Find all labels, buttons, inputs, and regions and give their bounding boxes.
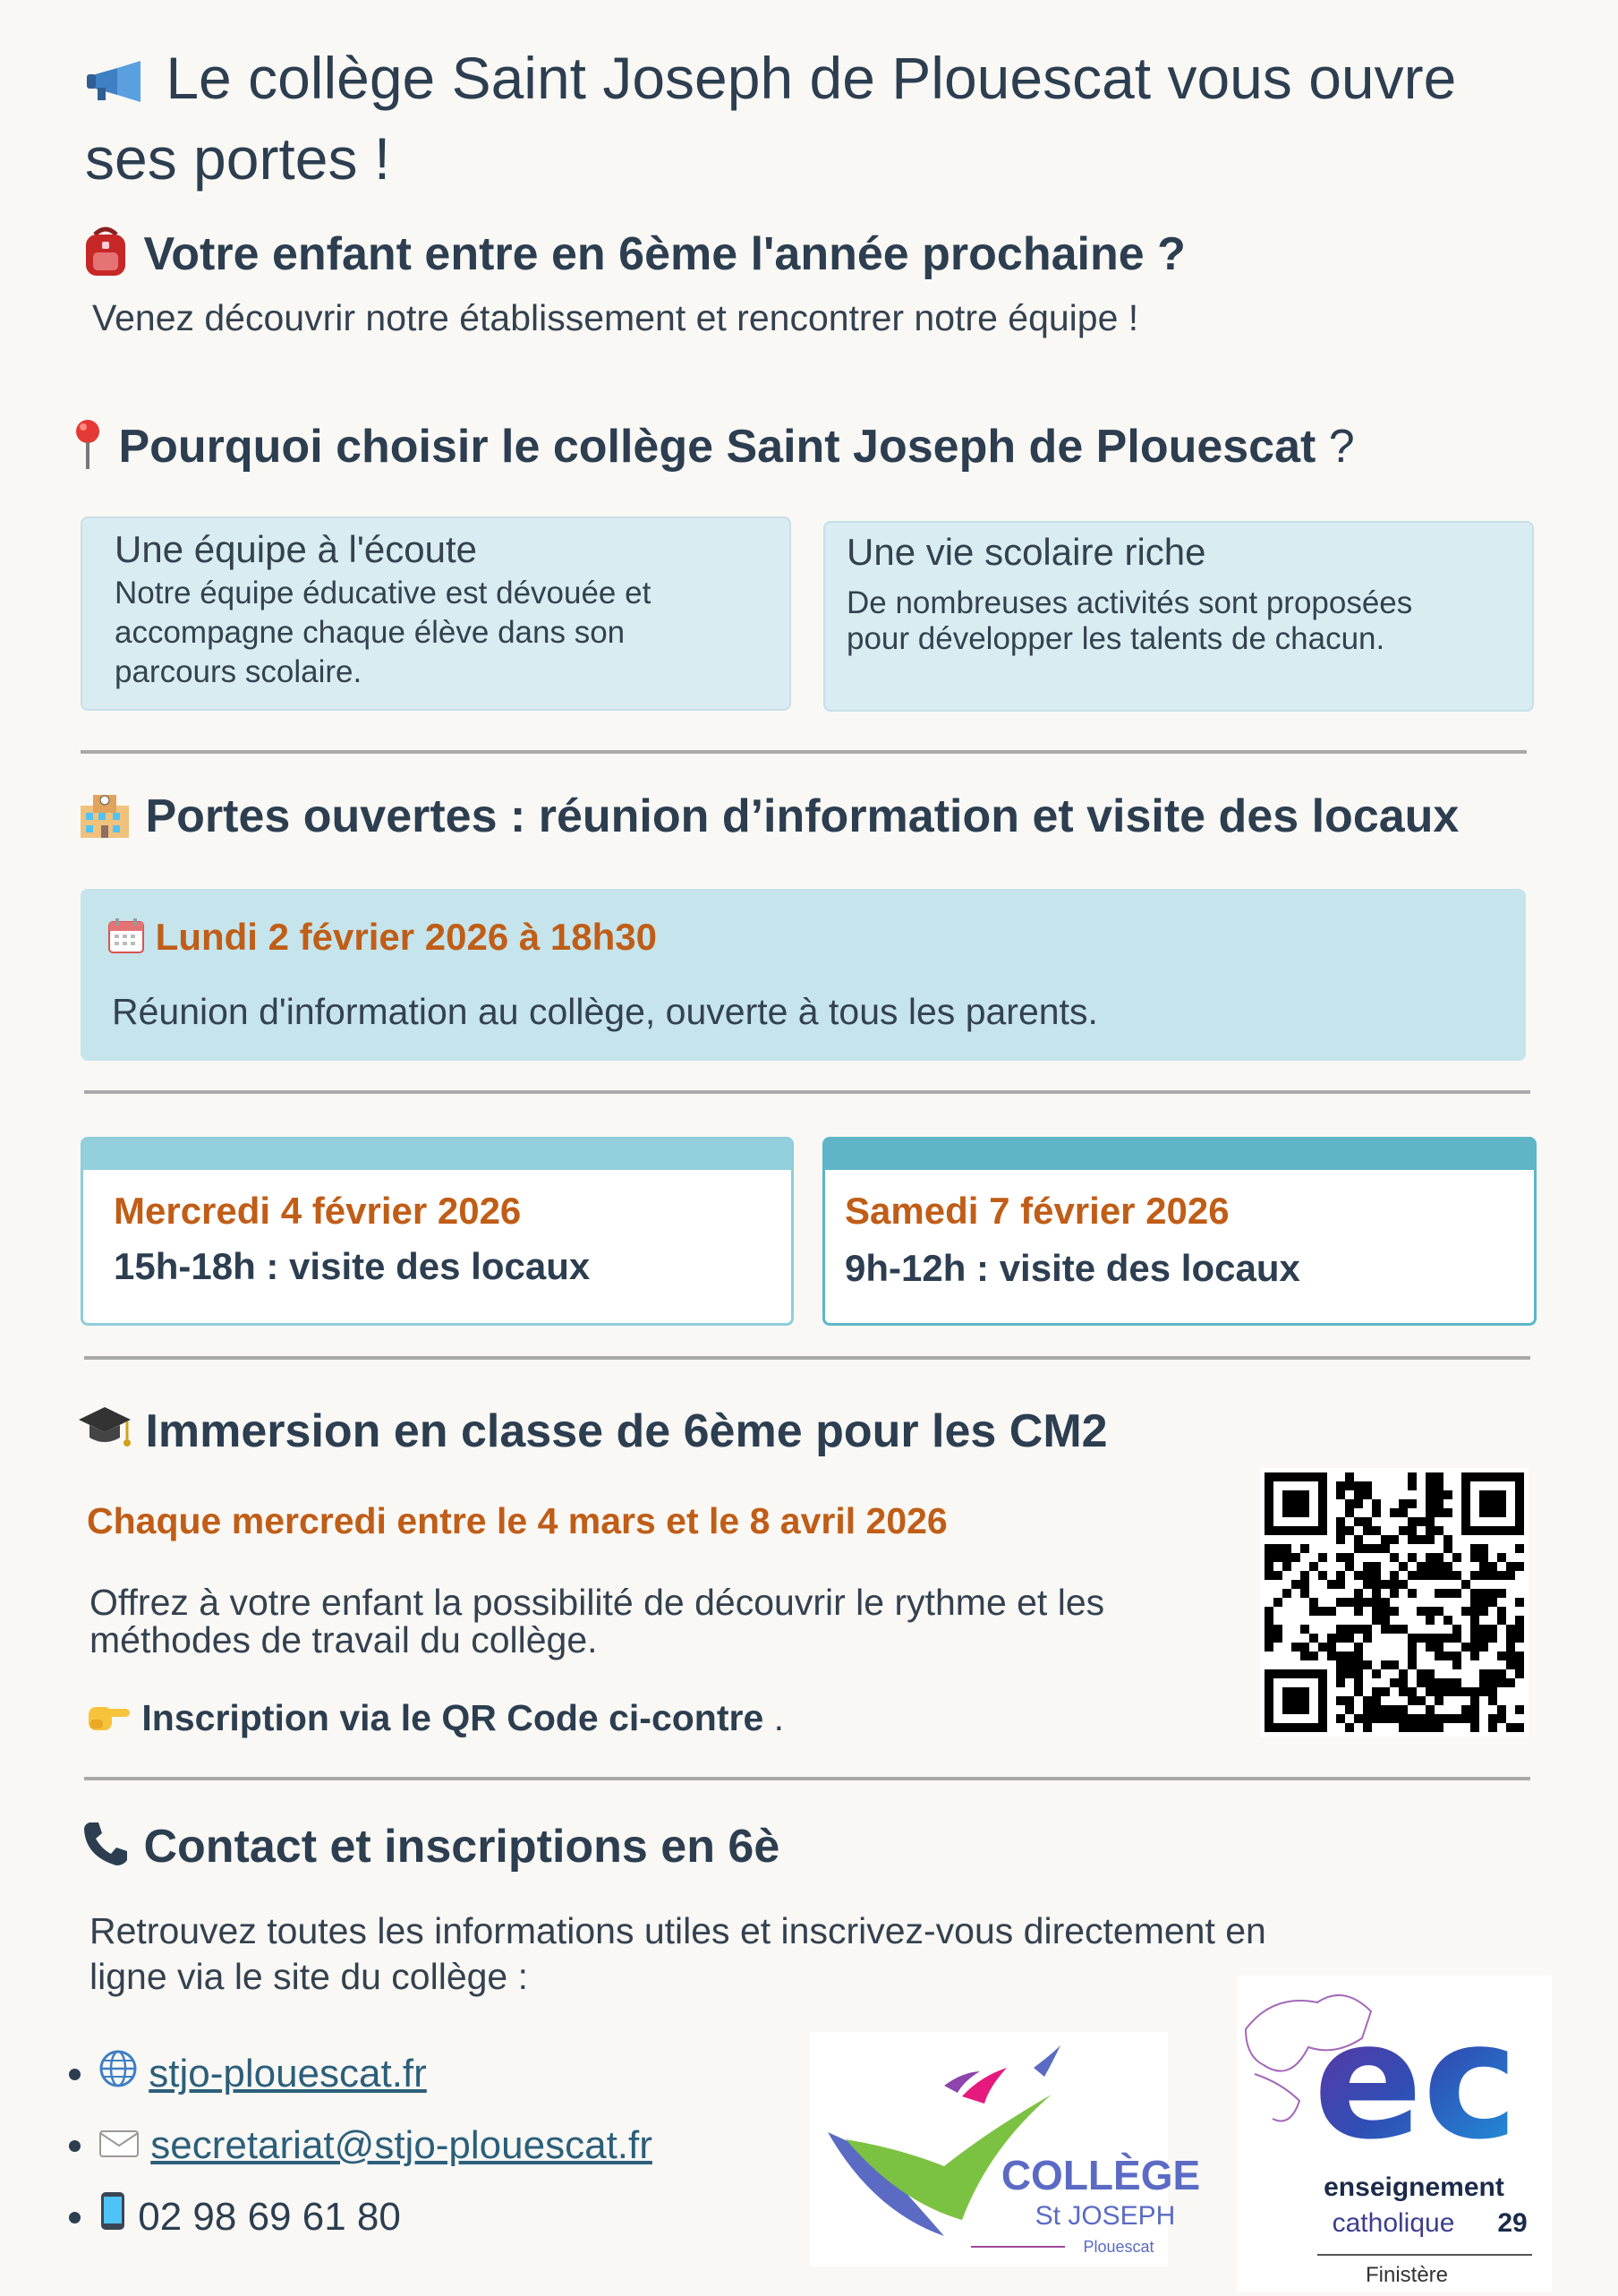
phone-icon	[81, 1819, 131, 1881]
college-logo-graphic	[810, 2032, 1201, 2266]
immersion-heading: Immersion en classe de 6ème pour les CM2	[77, 1404, 1108, 1465]
immersion-cta: Inscription via le QR Code ci-contre .	[87, 1697, 784, 1743]
meeting-date: Lundi 2 février 2026 à 18h30	[107, 916, 657, 963]
mobile-icon	[98, 2184, 127, 2254]
title-text: Le collège Saint Joseph de Plouescat vous ouvre ses portes !	[85, 45, 1457, 192]
ec-logo-number: 29	[1497, 2208, 1528, 2238]
visit-card-band	[825, 1139, 1534, 1170]
list-item	[98, 2182, 652, 2254]
visit-card-band	[83, 1139, 791, 1170]
page-title	[85, 40, 1553, 196]
feature-card-title: Une vie scolaire riche	[847, 531, 1206, 573]
list-item	[98, 2039, 652, 2111]
feature-card	[81, 516, 791, 711]
feature-card-text: Notre équipe éducative est dévouée et accompagne chaque élève dans son parcours scolaire.	[115, 576, 651, 689]
immersion-text: Offrez à votre enfant la possibilité de découvrir le rythme et les méthodes de travail du collège.	[89, 1582, 1105, 1660]
open-days-heading: Portes ouvertes : réunion d’information et visite des locaux	[77, 788, 1459, 851]
divider	[84, 1777, 1530, 1780]
ec-logo-mark: ec	[1313, 1988, 1519, 2175]
email-link[interactable]: secretariat@stjo-plouescat.fr	[150, 2123, 652, 2167]
ec-logo	[1237, 1976, 1552, 2292]
ec-logo-line2: catholique	[1332, 2208, 1455, 2238]
website-link[interactable]: stjo-plouescat.fr	[149, 2052, 427, 2095]
calendar-icon	[107, 917, 145, 963]
qr-code[interactable]	[1260, 1468, 1529, 1737]
pointing-hand-icon	[87, 1698, 132, 1743]
meeting-box	[81, 889, 1526, 1061]
college-logo-line2: St JOSEPH	[1035, 2201, 1176, 2231]
meeting-text: Réunion d'information au collège, ouverte à tous les parents.	[112, 991, 1098, 1032]
visit-text: 9h-12h : visite des locaux	[845, 1247, 1300, 1289]
backpack-icon	[81, 226, 131, 289]
contact-text: Retrouvez toutes les informations utiles et inscrivez-vous directement en ligne via le site du collège :	[89, 1910, 1266, 1997]
intro-heading: Votre enfant entre en 6ème l'année prochaine ?	[81, 226, 1186, 289]
college-logo	[810, 2032, 1201, 2266]
intro-text: Venez découvrir notre établissement et rencontrer notre équipe !	[92, 297, 1139, 338]
feature-card	[823, 521, 1534, 712]
pin-icon	[70, 417, 106, 482]
divider	[84, 1090, 1530, 1094]
graduation-cap-icon	[77, 1404, 132, 1465]
visit-card	[81, 1137, 794, 1326]
phone-number[interactable]: 02 98 69 61 80	[138, 2195, 401, 2239]
email-icon	[98, 2112, 140, 2182]
college-logo-line3: Plouescat	[1083, 2238, 1154, 2256]
contact-list	[63, 2039, 652, 2254]
why-heading: Pourquoi choisir le collège Saint Joseph de Plouescat ?	[70, 417, 1355, 482]
ec-logo-graphic	[1237, 1976, 1552, 2292]
feature-card-text: De nombreuses activités sont proposées pour développer les talents de chacun.	[847, 585, 1413, 656]
visit-date: Mercredi 4 février 2026	[114, 1190, 522, 1232]
contact-heading: Contact et inscriptions en 6è	[81, 1819, 779, 1881]
divider	[84, 1356, 1530, 1360]
visit-card	[822, 1137, 1537, 1326]
megaphone-icon	[85, 46, 149, 121]
immersion-period: Chaque mercredi entre le 4 mars et le 8 avril 2026	[87, 1500, 948, 1541]
qr-code-image[interactable]	[1260, 1468, 1529, 1737]
ec-logo-line1: enseignement	[1324, 2172, 1504, 2202]
feature-card-title: Une équipe à l'écoute	[115, 528, 477, 570]
college-logo-line1: COLLÈGE	[1001, 2152, 1201, 2198]
visit-text: 15h-18h : visite des locaux	[114, 1245, 591, 1287]
school-icon	[77, 788, 132, 851]
ec-logo-line3: Finistère	[1365, 2263, 1449, 2287]
divider	[81, 750, 1527, 754]
list-item	[98, 2111, 652, 2182]
globe-icon	[98, 2041, 138, 2111]
visit-date: Samedi 7 février 2026	[845, 1190, 1230, 1232]
